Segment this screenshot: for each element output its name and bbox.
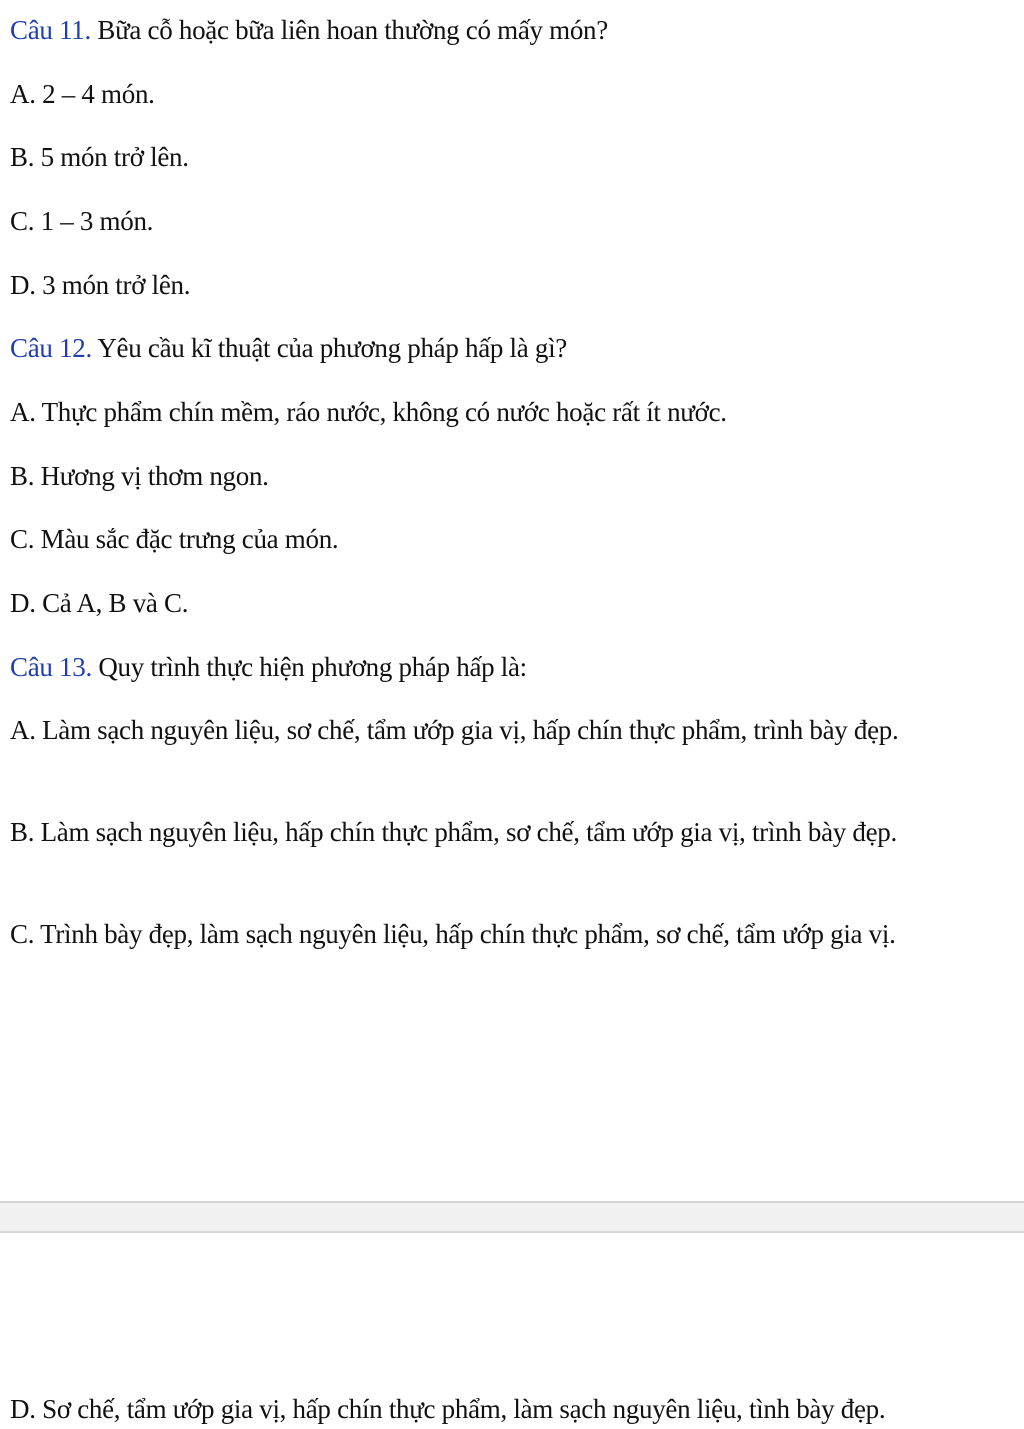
question-13-heading xyxy=(10,647,527,687)
question-12-heading xyxy=(10,328,567,368)
question-12-number: Câu 12. xyxy=(10,333,92,363)
question-11-text: Bữa cỗ hoặc bữa liên hoan thường có mấy món? xyxy=(97,15,608,45)
page-break-divider xyxy=(0,1201,1024,1233)
question-11-option-d: D. 3 món trở lên. xyxy=(10,270,191,300)
question-11-option-a: A. 2 – 4 món. xyxy=(10,79,155,109)
question-13-option-c: C. Trình bày đẹp, làm sạch nguyên liệu, hấp chín thực phẩm, sơ chế, tẩm ướp gia vị. xyxy=(10,919,896,949)
question-11-number: Câu 11. xyxy=(10,15,91,45)
question-12-option-a: A. Thực phẩm chín mềm, ráo nước, không có nước hoặc rất ít nước. xyxy=(10,397,727,427)
question-13-option-a: A. Làm sạch nguyên liệu, sơ chế, tẩm ướp gia vị, hấp chín thực phẩm, trình bày đẹp. xyxy=(10,715,899,745)
question-13-number: Câu 13. xyxy=(10,652,92,682)
question-12-text: Yêu cầu kĩ thuật của phương pháp hấp là gì? xyxy=(97,333,567,363)
question-12-option-b: B. Hương vị thơm ngon. xyxy=(10,461,269,491)
question-11-option-c: C. 1 – 3 món. xyxy=(10,206,154,236)
question-11-heading xyxy=(10,10,608,50)
question-11-option-b: B. 5 món trở lên. xyxy=(10,142,189,172)
question-13-option-d: D. Sơ chế, tẩm ướp gia vị, hấp chín thực phẩm, làm sạch nguyên liệu, tình bày đẹp. xyxy=(10,1394,886,1424)
question-13-option-b: B. Làm sạch nguyên liệu, hấp chín thực phẩm, sơ chế, tẩm ướp gia vị, trình bày đẹp. xyxy=(10,817,897,847)
question-12-option-c: C. Màu sắc đặc trưng của món. xyxy=(10,524,339,554)
question-13-text: Quy trình thực hiện phương pháp hấp là: xyxy=(98,652,527,682)
question-12-option-d: D. Cả A, B và C. xyxy=(10,588,189,618)
